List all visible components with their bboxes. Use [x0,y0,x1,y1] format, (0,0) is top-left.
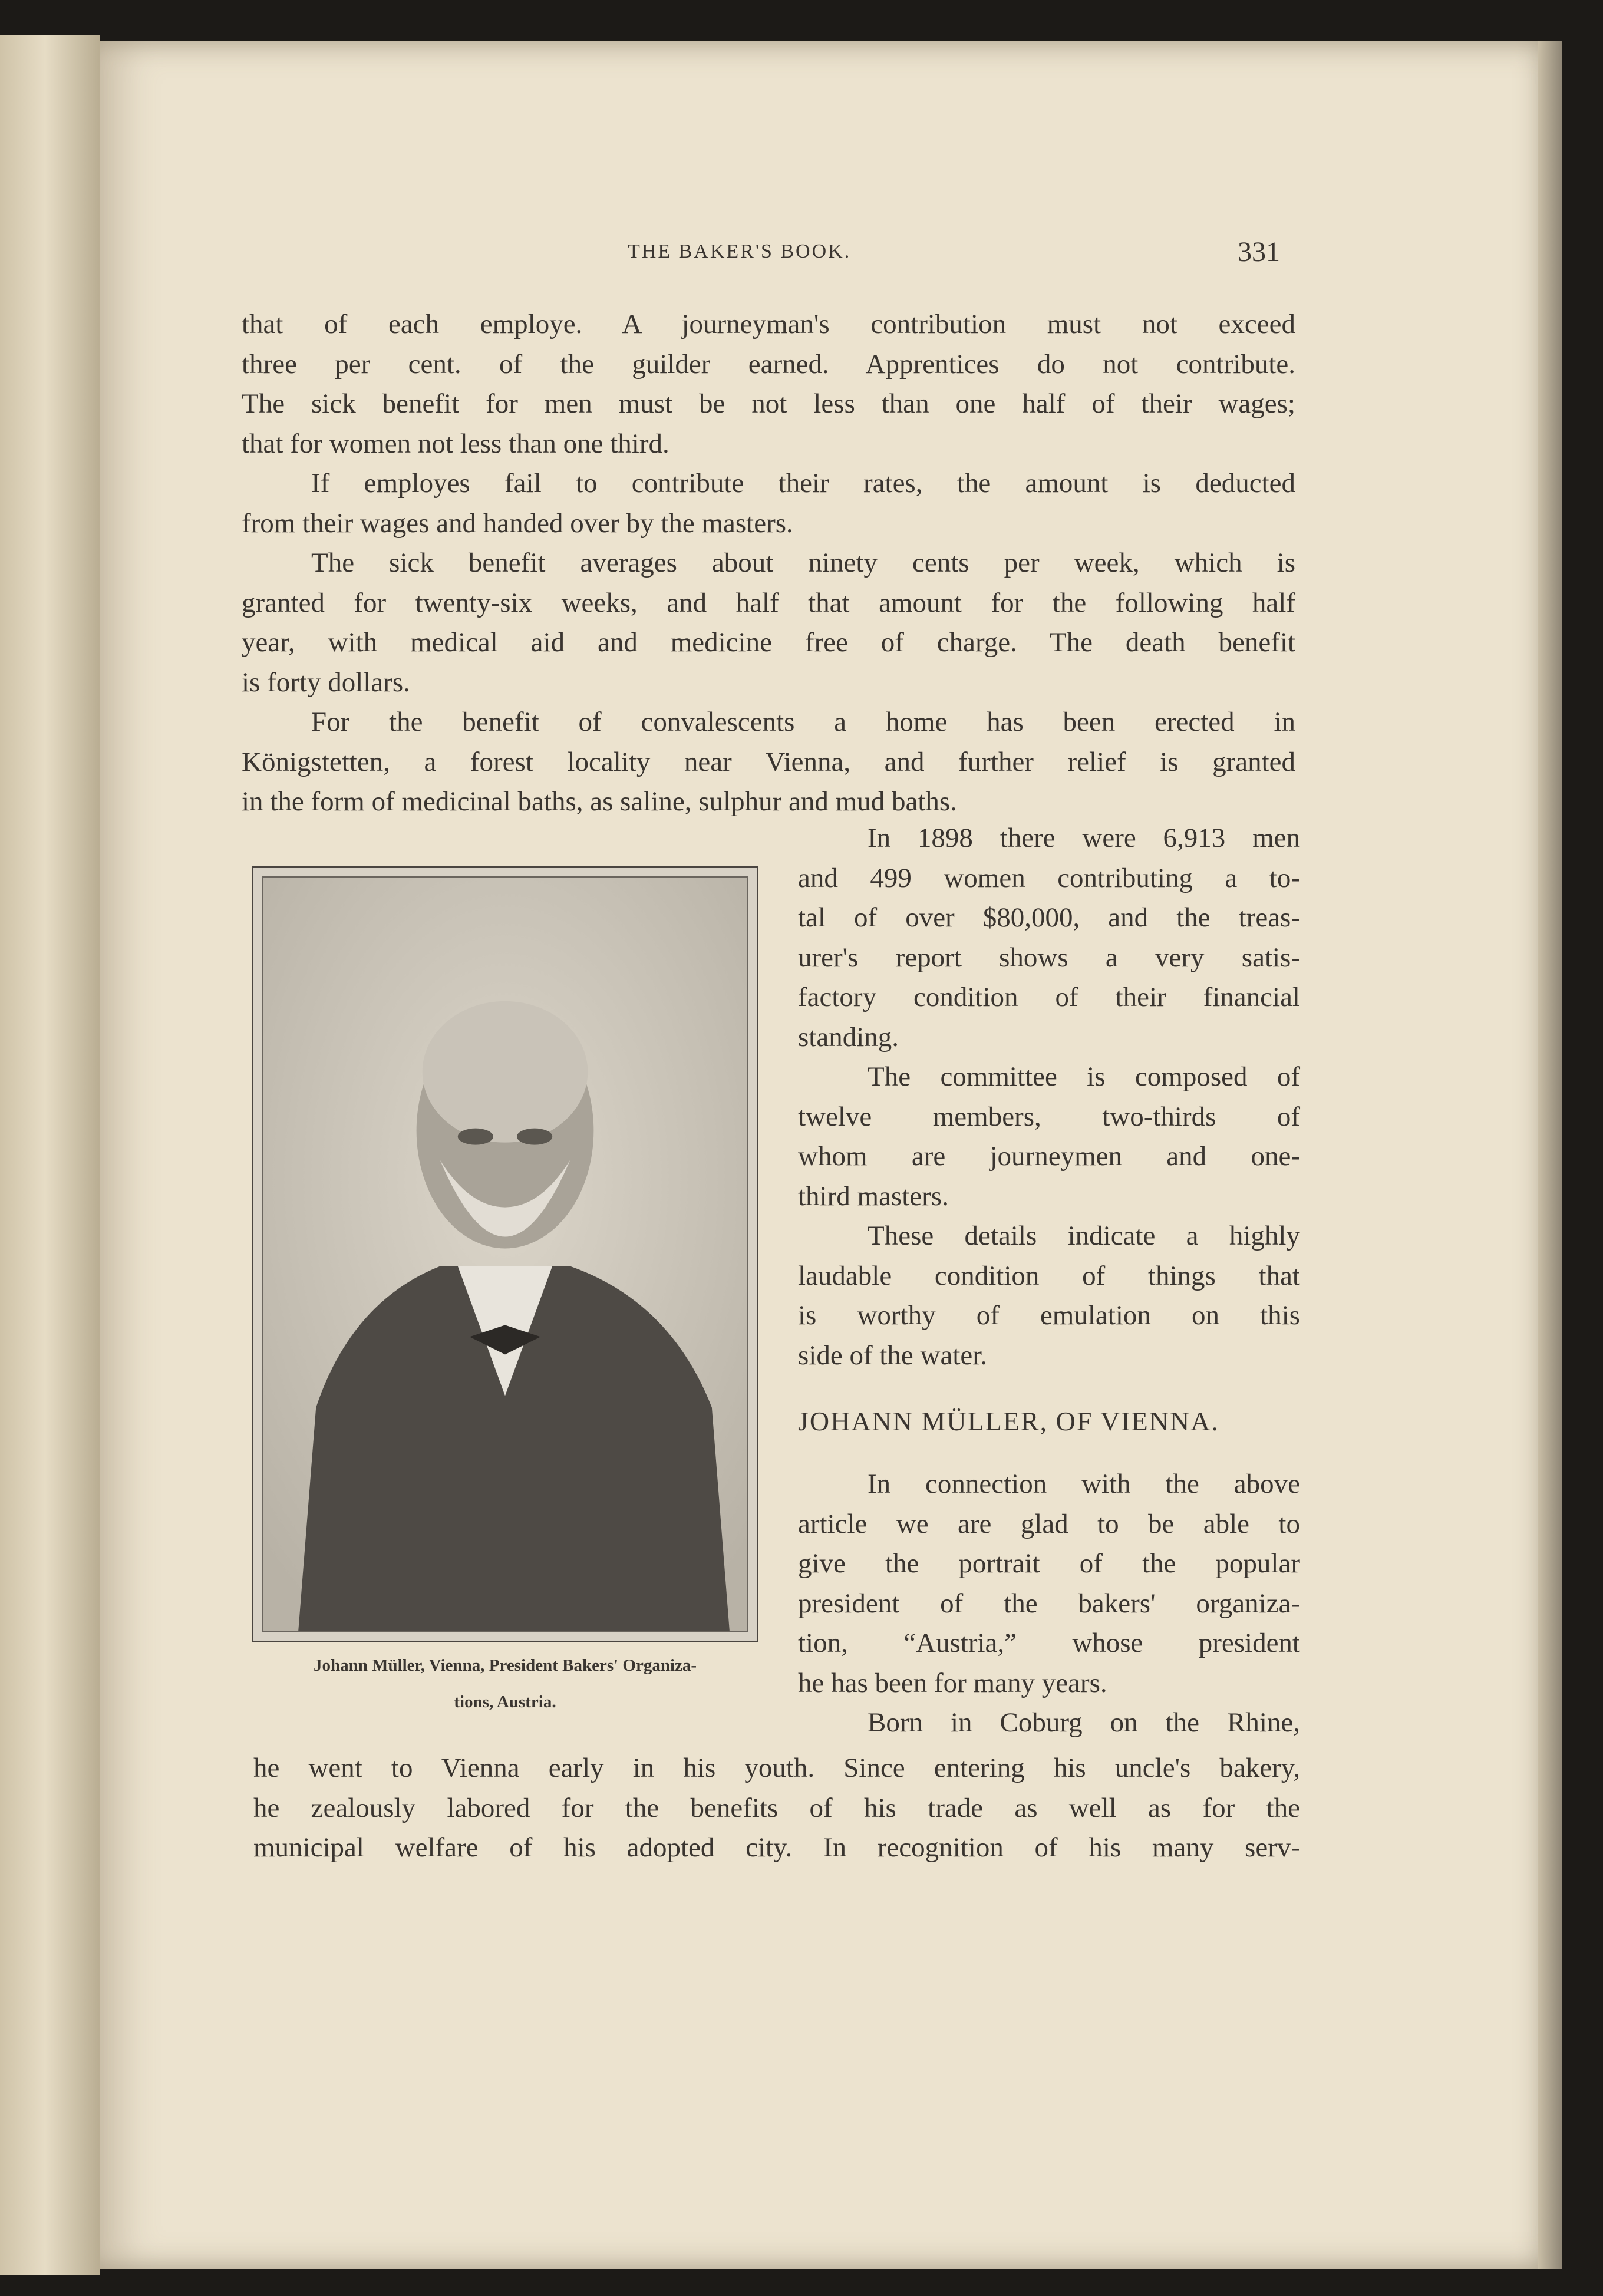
page-number: 331 [1238,236,1280,268]
text-line: from their wages and handed over by the masters. [242,507,793,539]
text-line: president of the bakers' organiza- [798,1588,1300,1619]
text-line: Königstetten, a forest locality near Vienna, and further relief is granted [242,746,1295,777]
text-line: factory condition of their financial [798,982,1300,1012]
text-line: side of the water. [798,1340,988,1371]
text-line: in the form of medicinal baths, as saline, sulphur and mud baths. [242,786,957,817]
text-line: he went to Vienna early in his youth. Since entering his uncle's bakery, [253,1753,1300,1783]
text-line: is worthy of emulation on this [798,1300,1300,1331]
text-line: These details indicate a highly [868,1220,1300,1251]
text-line: In 1898 there were 6,913 men [868,823,1300,853]
facing-page-edge [0,35,100,2275]
text-line: For the benefit of convalescents a home has been erected in [311,707,1295,737]
text-line: The sick benefit for men must be not less than one half of their wages; [242,388,1295,419]
text-line: whom are journeymen and one- [798,1141,1300,1172]
text-line: is forty dollars. [242,667,410,698]
portrait-photo [252,866,758,1642]
text-line: The sick benefit averages about ninety cents per week, which is [311,547,1295,578]
text-line: standing. [798,1021,899,1053]
text-line: and 499 women contributing a to- [798,862,1300,893]
photo-caption-line-2: tions, Austria. [454,1693,556,1711]
photo-caption-line-1: Johann Müller, Vienna, President Bakers' Organiza- [313,1656,697,1675]
text-line: that of each employe. A journeyman's contribution must not exceed [242,309,1295,339]
text-line: laudable condition of things that [798,1260,1300,1291]
text-line: municipal welfare of his adopted city. In recognition of his many serv- [253,1832,1300,1863]
text-line: twelve members, two-thirds of [798,1101,1300,1132]
text-line: If employes fail to contribute their rates, the amount is deducted [311,468,1295,499]
text-line: that for women not less than one third. [242,428,669,459]
section-heading: JOHANN MÜLLER, OF VIENNA. [798,1406,1219,1436]
text-line: article we are glad to be able to [798,1508,1300,1539]
text-line: granted for twenty-six weeks, and half that amount for the following half [242,587,1295,618]
portrait-figure [263,878,747,1631]
text-line: tal of over $80,000, and the treas- [798,902,1300,933]
text-line: third masters. [798,1180,949,1212]
text-line: he zealously labored for the benefits of his trade as well as for the [253,1792,1300,1823]
text-line: three per cent. of the guilder earned. Apprentices do not contribute. [242,348,1295,380]
text-line: urer's report shows a very satis- [798,942,1300,973]
running-title: THE BAKER'S BOOK. [628,240,852,262]
text-line: Born in Coburg on the Rhine, [868,1707,1300,1738]
text-line: In connection with the above [868,1469,1300,1499]
text-line: give the portrait of the popular [798,1548,1300,1579]
text-line: The committee is composed of [868,1061,1300,1092]
text-line: tion, “Austria,” whose president [798,1628,1300,1658]
text-line: he has been for many years. [798,1667,1107,1698]
text-line: year, with medical aid and medicine free of charge. The death benefit [242,627,1295,658]
page-edge-shadow [1538,41,1562,2269]
